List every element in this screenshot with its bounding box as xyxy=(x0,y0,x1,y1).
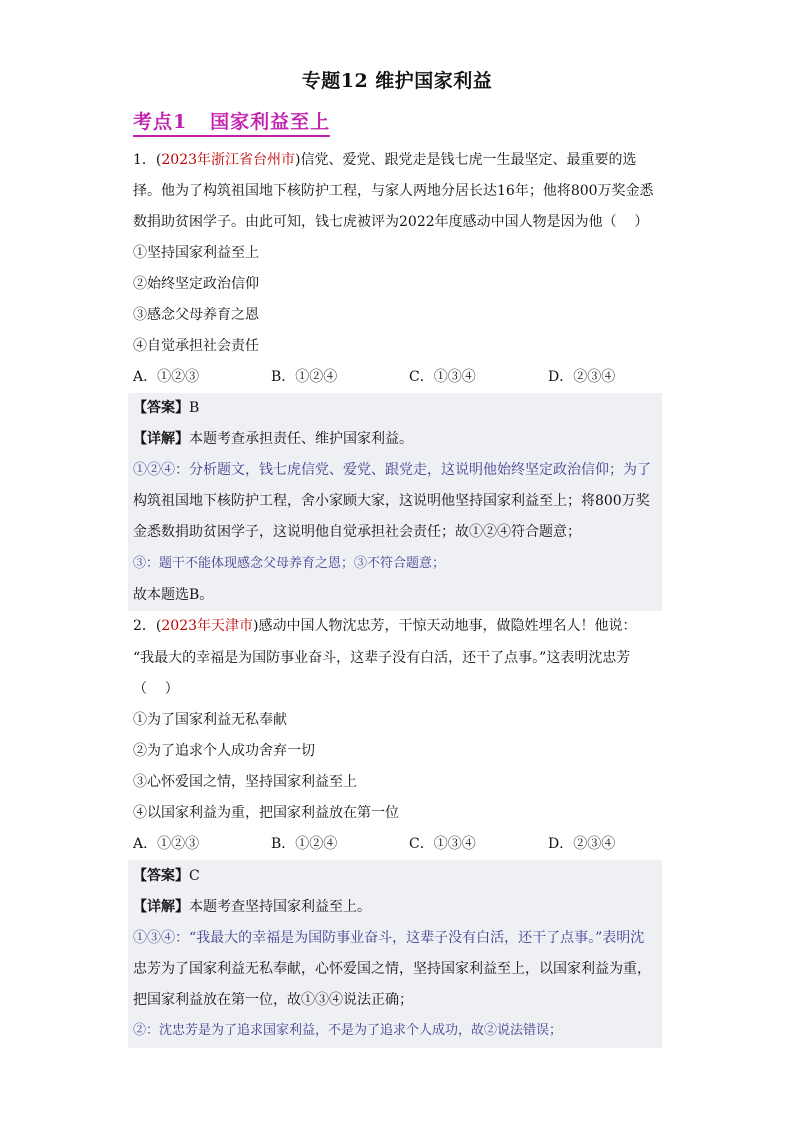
q1-answer xyxy=(133,398,199,418)
q2-stem-rest: )感动中国人物沈忠芳，干惊天动地事，做隐姓埋名人！他说： xyxy=(253,618,637,634)
q1-explanation-line: 金悉数捐助贫困学子，这说明他自觉承担社会责任；故①②④符合题意； xyxy=(133,524,581,540)
q2-item: ③心怀爱国之情，坚持国家利益至上 xyxy=(133,774,357,790)
q2-detail-text: 本题考查坚持国家利益至上。 xyxy=(189,899,371,915)
q2-stem-line-3: （ ） xyxy=(133,681,179,697)
q1-option-a: A．①②③ xyxy=(133,369,200,385)
q2-number: 2．( xyxy=(133,618,162,634)
q2-item: ②为了追求个人成功舍弃一切 xyxy=(133,743,315,759)
q1-option-d: D．②③④ xyxy=(548,369,616,385)
q1-explanation-line: ①②④：分析题文，钱七虎信党、爱党、跟党走，这说明他始终坚定政治信仰；为了 xyxy=(133,462,651,478)
q2-answer-label: 【答案】 xyxy=(133,868,189,884)
q2-item: ④以国家利益为重，把国家利益放在第一位 xyxy=(133,805,399,821)
q1-item: ①坚持国家利益至上 xyxy=(133,245,259,261)
q1-answer-label: 【答案】 xyxy=(133,400,189,416)
q1-number: 1．( xyxy=(133,152,162,168)
q2-stem-line-1 xyxy=(133,616,636,636)
q2-explanation-line: 把国家利益放在第一位，故①③④说法正确； xyxy=(133,992,413,1008)
q2-option-c: C．①③④ xyxy=(409,836,476,852)
q1-stem-line-3: 数捐助贫困学子。由此可知，钱七虎被评为2022年度感动中国人物是因为他（ ） xyxy=(133,214,649,230)
q2-item: ①为了国家利益无私奉献 xyxy=(133,712,287,728)
q1-item: ③感念父母养育之恩 xyxy=(133,307,259,323)
q1-conclusion: 故本题选B。 xyxy=(133,587,214,603)
section-heading: 考点1 国家利益至上 xyxy=(133,107,330,137)
q2-detail xyxy=(133,897,371,917)
q1-option-b: B．①②④ xyxy=(271,369,338,385)
q1-detail xyxy=(133,429,413,449)
q1-item: ②始终坚定政治信仰 xyxy=(133,276,259,292)
q2-option-d: D．②③④ xyxy=(548,836,616,852)
q2-answer-value: C xyxy=(189,868,200,884)
q2-option-a: A．①②③ xyxy=(133,836,200,852)
q2-explanation-line: 忠芳为了国家利益无私奉献，心怀爱国之情，坚持国家利益至上，以国家利益为重， xyxy=(133,961,651,977)
q2-explanation-line: ①③④：“我最大的幸福是为国防事业奋斗，这辈子没有白活，还干了点事。”表明沈 xyxy=(133,930,645,946)
q2-stem-line-2: “我最大的幸福是为国防事业奋斗，这辈子没有白活，还干了点事。”这表明沈忠芳 xyxy=(133,650,631,666)
q2-option-b: B．①②④ xyxy=(271,836,338,852)
q2-answer-box xyxy=(128,860,662,1048)
q1-stem-line-2: 择。他为了构筑祖国地下核防护工程，与家人两地分居长达16年；他将800万奖金悉 xyxy=(133,183,654,199)
q2-detail-label: 【详解】 xyxy=(133,899,189,915)
q2-explanation-line: ②：沈忠芳是为了追求国家利益，不是为了追求个人成功，故②说法错误； xyxy=(133,1023,563,1038)
q1-source: 2023年浙江省台州市 xyxy=(161,152,296,168)
q1-explanation-line: ③：题干不能体现感念父母养育之恩；③不符合题意； xyxy=(133,556,446,571)
q2-source: 2023年天津市 xyxy=(161,618,254,634)
q1-stem-rest: )信党、爱党、跟党走是钱七虎一生最坚定、最重要的选 xyxy=(295,152,637,168)
q1-item: ④自觉承担社会责任 xyxy=(133,338,259,354)
page-title: 专题12 维护国家利益 xyxy=(301,70,493,92)
q1-answer-value: B xyxy=(189,400,200,416)
q1-detail-text: 本题考查承担责任、维护国家利益。 xyxy=(189,431,413,447)
q1-stem-line-1 xyxy=(133,150,636,170)
q1-explanation-line: 构筑祖国地下核防护工程，舍小家顾大家，这说明他坚持国家利益至上；将800万奖 xyxy=(133,493,650,509)
q1-option-c: C．①③④ xyxy=(409,369,476,385)
q1-detail-label: 【详解】 xyxy=(133,431,189,447)
q2-answer xyxy=(133,866,200,886)
